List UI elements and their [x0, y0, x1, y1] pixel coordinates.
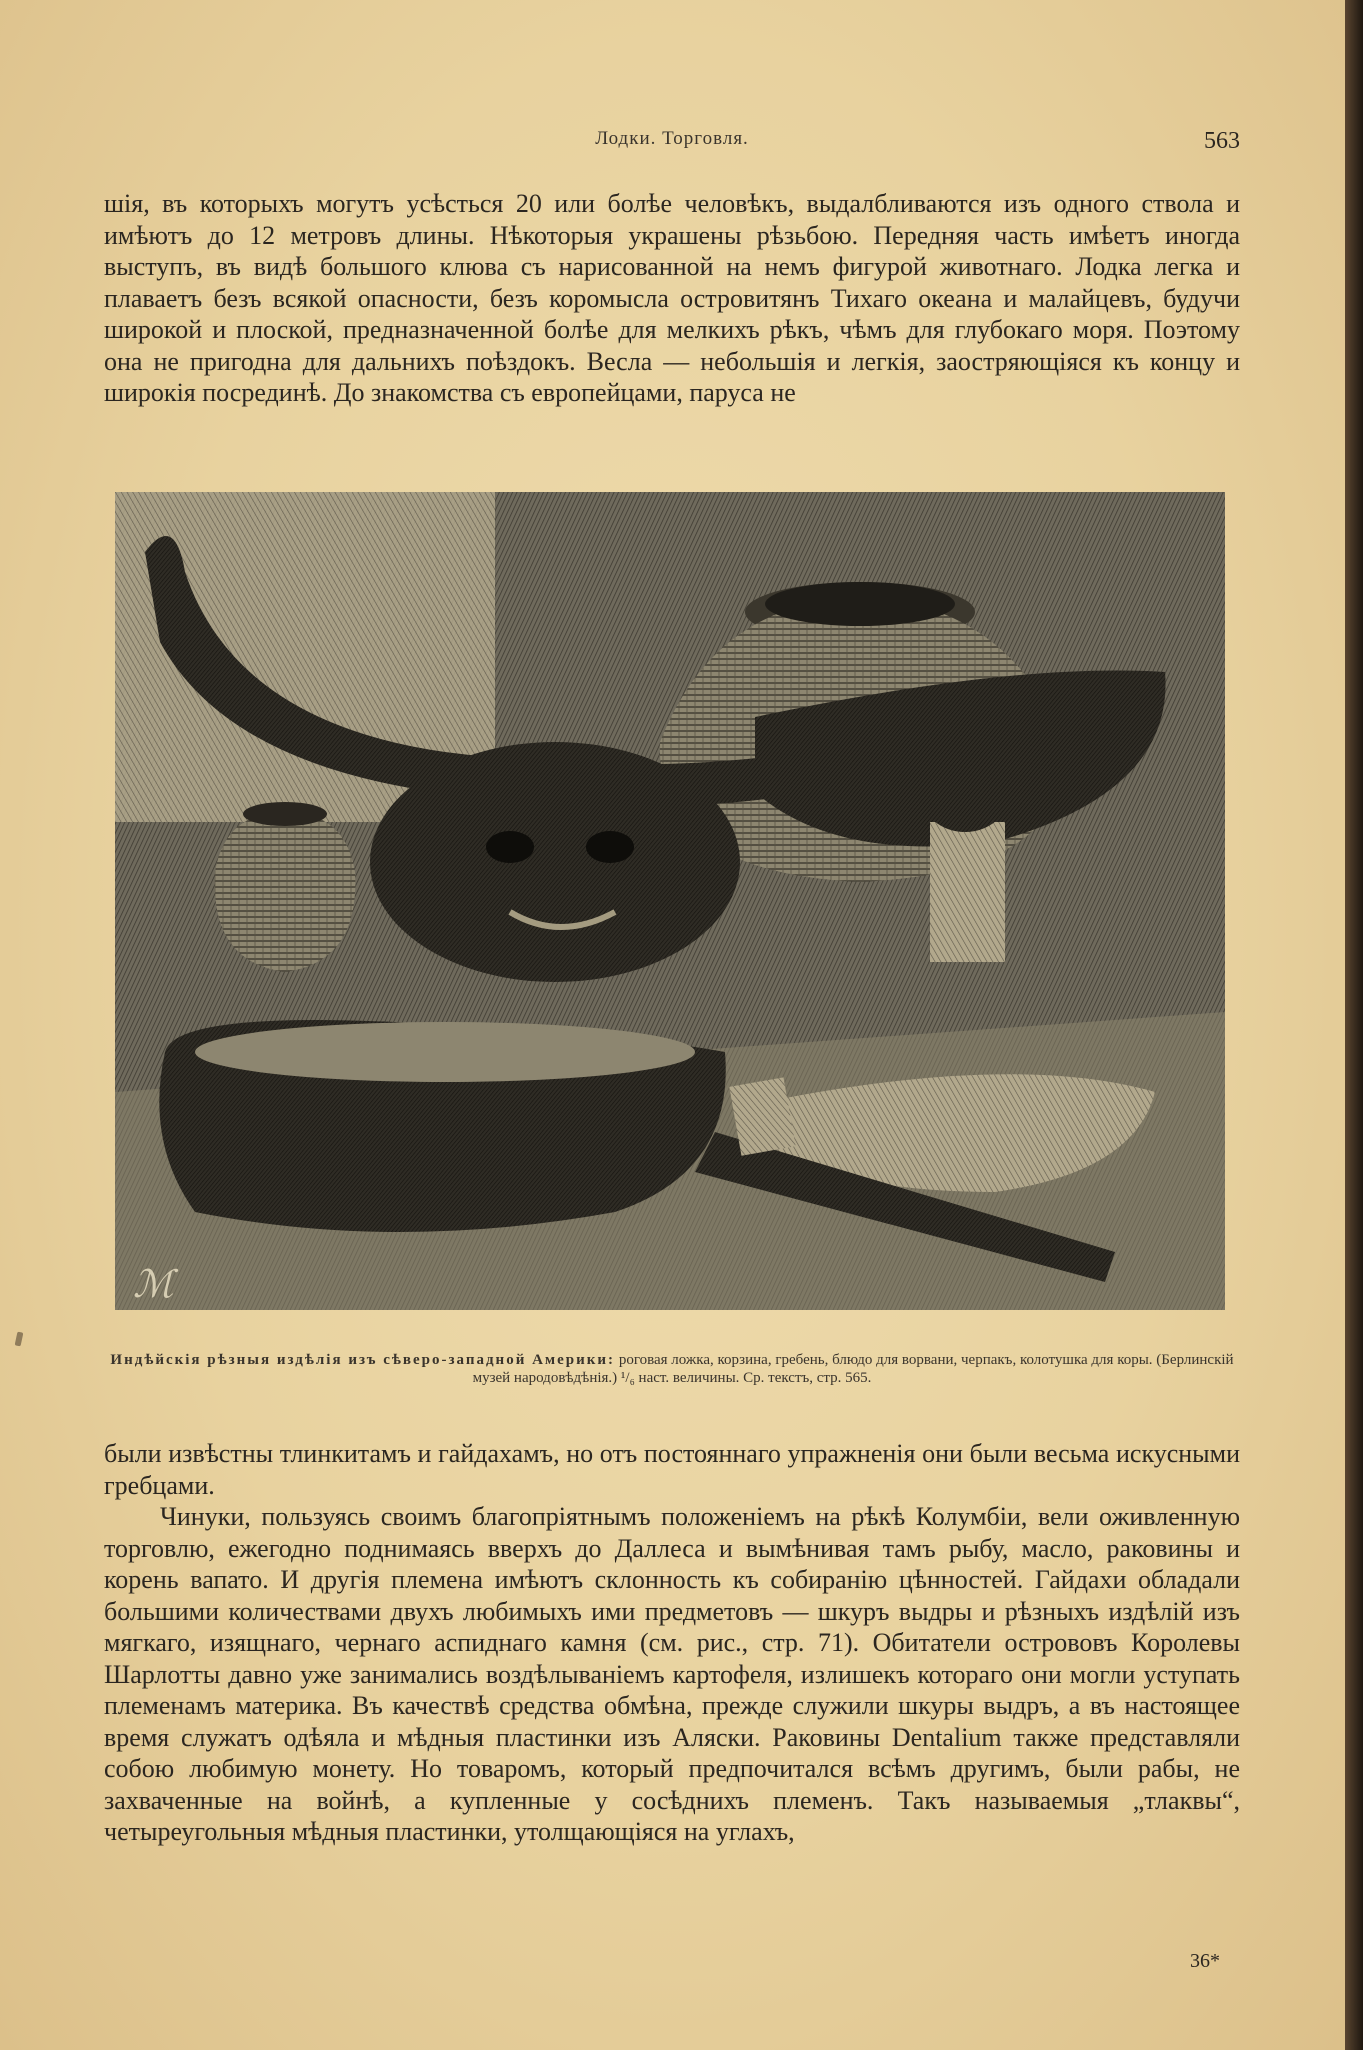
signature-mark: 36*	[1190, 1950, 1220, 1972]
text-top	[104, 188, 1240, 409]
paper-stain	[15, 1332, 24, 1347]
page-header	[104, 128, 1240, 164]
paragraph-1: были извѣстны тлинкитамъ и гайдахамъ, но отъ постояннаго упражненія они были весьма искусными гребцами.	[104, 1439, 1240, 1500]
illustration	[115, 492, 1225, 1310]
book-edge	[1345, 0, 1363, 2050]
text-bottom	[104, 1438, 1240, 1848]
running-head: Лодки. Торговля.	[595, 128, 749, 149]
grease-dish	[159, 1020, 725, 1232]
paragraph-continued: шія, въ которыхъ могутъ усѣсться 20 или болѣе человѣкъ, выдалбливаются изъ одного ствола и имѣютъ до 12 метровъ длины. Нѣкоторыя украшены рѣзьбою. Передняя часть имѣетъ иногда выступъ, въ видѣ большого клюва съ нарисованной на немъ фигурой животнаго. Лодка легка и плаваетъ безъ всякой опасности, безъ коромысла островитянъ Тихаго океана и малайцевъ, будучи широкой и плоской, предназначенной болѣе для мелкихъ рѣкъ, чѣмъ для глубокаго моря. Поэтому она не пригодна для дальнихъ поѣздокъ. Весла — небольшія и легкія, заостряющіяся къ концу и широкія посрединѣ. До знакомства съ европейцами, паруса не	[104, 189, 1240, 407]
page-number: 563	[1204, 128, 1240, 154]
paragraph-2: Чинуки, пользуясь своимъ благопріятнымъ положеніемъ на рѣкѣ Колумбіи, вели оживленную торговлю, ежегодно поднимаясь вверхъ до Даллеса и вымѣнивая тамъ рыбу, масло, раковины и корень вапато. И другія племена имѣютъ склонность къ собиранію цѣнностей. Гайдахи обладали большими количествами двухъ любимыхъ ими предметовъ — шкуръ выдры и рѣзныхъ издѣлій изъ мягкаго, изящнаго, чернаго аспиднаго камня (см. рис., стр. 71). Обитатели острововъ Королевы Шарлотты давно уже занимались воздѣлываніемъ картофеля, излишекъ котораго они могли уступать племенамъ материка. Въ качествѣ средства обмѣна, прежде служили шкуры выдръ, а въ настоящее время служатъ одѣяла и мѣдныя пластинки изъ Аляски. Раковины Dentalium также представляли собою любимую монету. Но товаромъ, который предпочитался всѣмъ другимъ, были рабы, не захваченные на войнѣ, а купленные у сосѣднихъ племенъ. Такъ называемыя „тлаквы“, четыреугольныя мѣдныя пластинки, утолщающіяся на углахъ,	[104, 1502, 1240, 1846]
carved-face-bowl	[370, 742, 740, 982]
engraving-artifacts	[115, 492, 1225, 1310]
artist-signature: ℳ	[133, 1264, 174, 1306]
caption-title: Индѣйскія рѣзныя издѣлія изъ сѣверо-западной Америки:	[110, 1352, 616, 1368]
figure-caption	[98, 1352, 1246, 1387]
carved-comb	[920, 752, 1010, 962]
caption-body: роговая ложка, корзина, гребень, блюдо для ворвани, черпакъ, колотушка для коры. (Берлинскій музей народовѣдѣнія.) ¹/₆ наст. величины. Ср. текстъ, стр. 565.	[472, 1352, 1234, 1386]
